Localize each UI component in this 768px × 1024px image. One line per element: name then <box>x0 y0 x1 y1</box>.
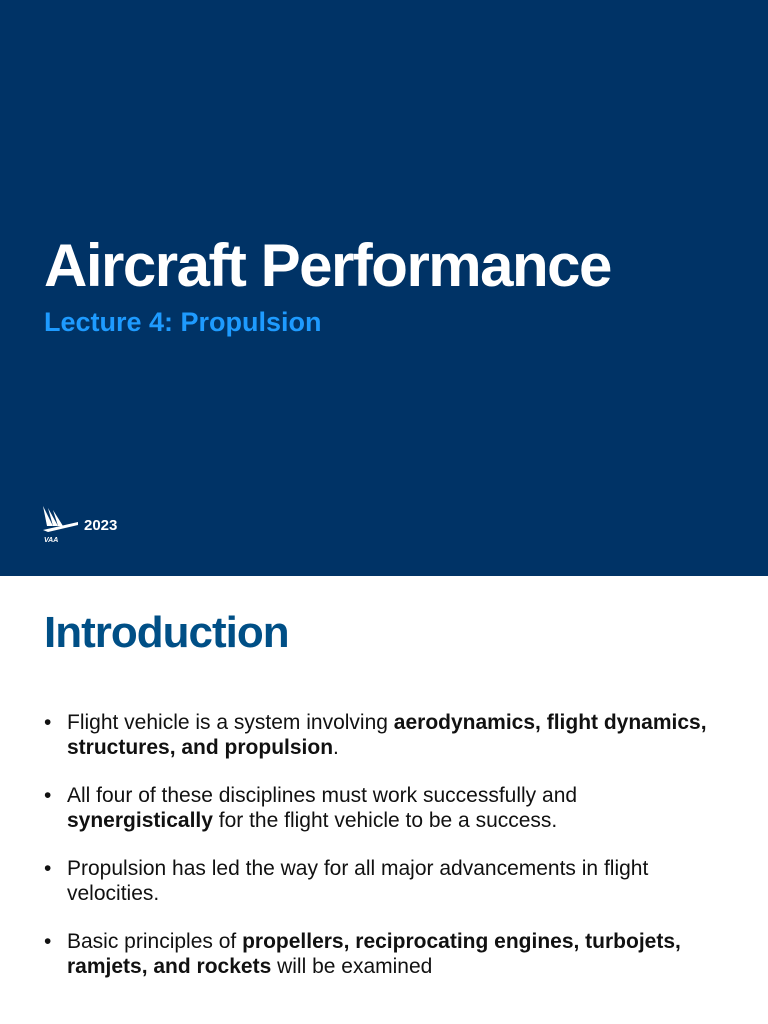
bullet-text: . <box>333 736 339 759</box>
slide-title: Aircraft Performance <box>44 232 611 299</box>
wing-logo-icon <box>40 504 80 544</box>
slide-subtitle: Lecture 4: Propulsion <box>44 307 322 337</box>
bullet-item <box>44 856 714 906</box>
bullet-bold-text: synergistically <box>67 809 213 832</box>
bullet-item <box>44 710 714 760</box>
bullet-icon: • <box>44 857 52 880</box>
bullet-text: Propulsion has led the way for all major advancements in flight velocities. <box>67 857 649 905</box>
bullet-item <box>44 783 714 833</box>
svg-text:VAA: VAA <box>44 537 59 544</box>
bullet-text: All four of these disciplines must work successfully and <box>67 784 578 807</box>
bullet-bold-text: aerodynamics, flight dynamics, structures, and propulsion <box>67 711 707 759</box>
bullet-icon: • <box>44 784 52 807</box>
intro-heading: Introduction <box>44 608 289 657</box>
bullet-text: for the flight vehicle to be a success. <box>212 809 558 832</box>
bullet-text: Basic principles of <box>67 930 243 953</box>
intro-slide <box>0 576 768 1024</box>
year-label: 2023 <box>84 517 118 534</box>
bullet-icon: • <box>44 930 52 953</box>
bullet-text: will be examined <box>271 955 433 978</box>
bullet-item <box>44 929 714 979</box>
bullet-bold-text: propellers, reciprocating engines, turbojets, ramjets, and rockets <box>67 930 681 978</box>
bullet-text: Flight vehicle is a system involving <box>67 711 394 734</box>
bullet-icon: • <box>44 711 52 734</box>
bullet-list <box>44 710 714 1002</box>
